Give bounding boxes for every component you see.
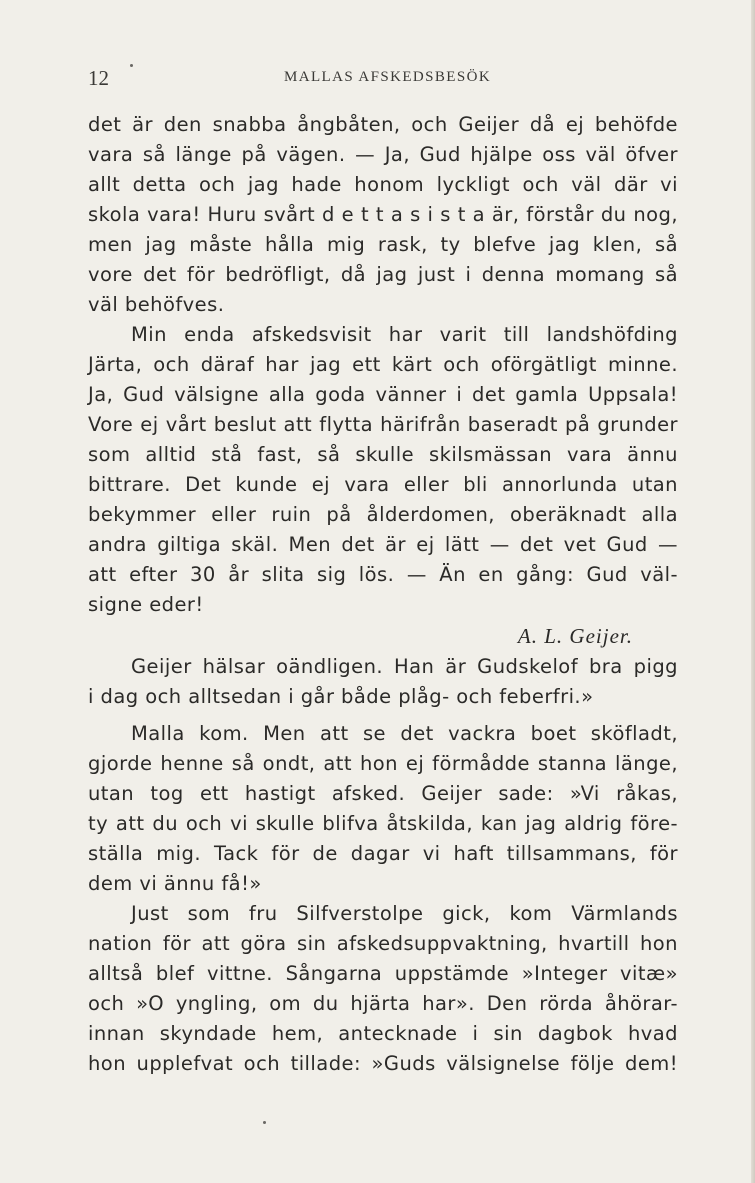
running-title: MALLAS AFSKEDSBESÖK [284, 69, 492, 85]
text-line: vore det för bedröfligt, då jag just i denna momang så [88, 263, 678, 286]
page-edge [751, 0, 755, 1183]
text-line: nation för att göra sin afskedsuppvaktning, hvartill hon [88, 932, 678, 955]
text-line: hon upplefvat och tillade: »Guds välsignelse följe dem! [88, 1052, 678, 1075]
text-line: vara så länge på vägen. — Ja, Gud hjälpe oss väl öfver [88, 143, 678, 166]
text-line: väl behöfves. [88, 293, 225, 316]
text-line: ställa mig. Tack för de dagar vi haft tillsammans, för [88, 842, 678, 865]
paragraph-start: Geijer hälsar oändligen. Han är Gudskelof bra pigg [131, 655, 678, 678]
text-line: som alltid stå fast, så skulle skilsmässan vara ännu [88, 443, 678, 466]
text-line: att efter 30 år slita sig lös. — Än en gång: Gud väl- [88, 563, 678, 586]
text-line: Järta, och däraf har jag ett kärt och oförgätligt minne. [88, 353, 678, 376]
body-text [88, 110, 678, 1079]
ink-speck [130, 64, 133, 67]
text-line: alltså blef vittne. Sångarna uppstämde »Integer vitæ» [88, 962, 678, 985]
text-line: innan skyndade hem, antecknade i sin dagbok hvad [88, 1022, 678, 1045]
text-line: gjorde henne så ondt, att hon ej förmådde stanna länge, [88, 752, 678, 775]
text-line: Ja, Gud välsigne alla goda vänner i det gamla Uppsala! [88, 383, 678, 406]
paragraph-start: Just som fru Silfverstolpe gick, kom Värmlands [131, 902, 678, 925]
text-line: allt detta och jag hade honom lyckligt och väl där vi [88, 173, 678, 196]
text-line: bittrare. Det kunde ej vara eller bli annorlunda utan [88, 473, 678, 496]
paragraph-start: Malla kom. Men att se det vackra boet sköfladt, [131, 722, 678, 745]
text-line: det är den snabba ångbåten, och Geijer då ej behöfde [88, 113, 678, 136]
text-line: bekymmer eller ruin på ålderdomen, oberäknadt alla [88, 503, 678, 526]
page-number: 12 [88, 66, 109, 90]
text-line: Vore ej vårt beslut att flytta härifrån baseradt på grunder [88, 413, 678, 436]
text-line: i dag och alltsedan i går både plåg- och feberfri.» [88, 685, 594, 708]
text-line: men jag måste hålla mig rask, ty blefve jag klen, så [88, 233, 678, 256]
text-line: och »O yngling, om du hjärta har». Den rörda åhörar- [88, 992, 678, 1015]
text-line: ty att du och vi skulle blifva åtskilda, kan jag aldrig före- [88, 812, 678, 835]
ink-speck [263, 1121, 266, 1124]
text-line: andra giltiga skäl. Men det är ej lätt — det vet Gud — [88, 533, 678, 556]
signature: A. L. Geijer. [517, 624, 633, 648]
text-line: signe eder! [88, 593, 204, 616]
text-line: dem vi ännu få!» [88, 872, 262, 895]
text-line: utan tog ett hastigt afsked. Geijer sade: »Vi råkas, [88, 782, 678, 805]
page-header [88, 66, 670, 96]
text-line: skola vara! Huru svårt d e t t a s i s t a är, förstår du nog, [88, 203, 678, 226]
paragraph-start: Min enda afskedsvisit har varit till landshöfding [131, 323, 678, 346]
